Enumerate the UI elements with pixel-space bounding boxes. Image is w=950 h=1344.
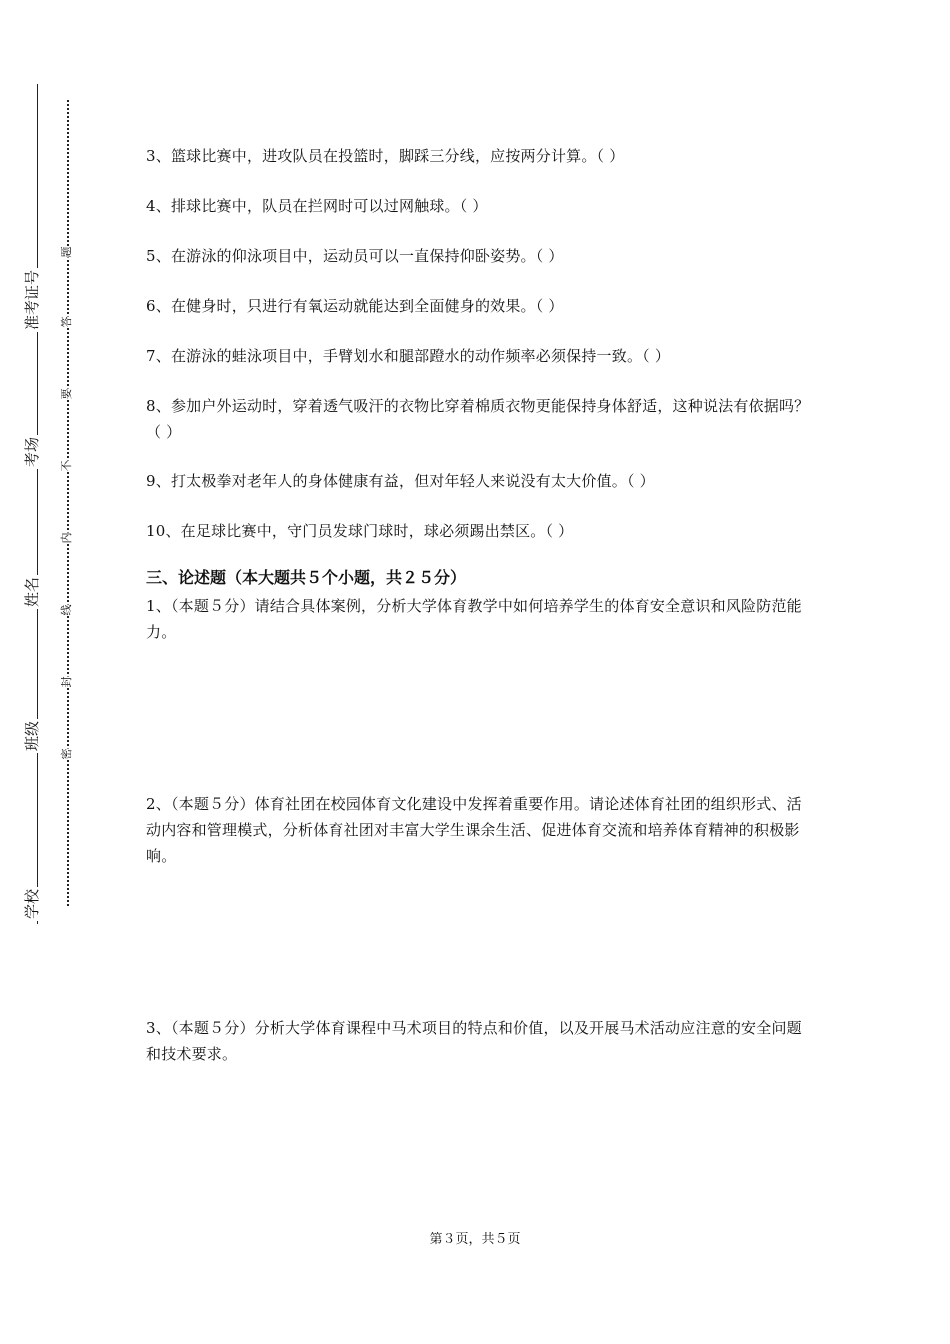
question-8: 8、参加户外运动时，穿着透气吸汗的衣物比穿着棉质衣物更能保持身体舒适，这种说法有依据吗？（ ） bbox=[146, 397, 810, 441]
binding-solid-line bbox=[37, 84, 38, 924]
class-label: 班级 bbox=[23, 720, 41, 752]
essay-question-2: 2、（本题５分）体育社团在校园体育文化建设中发挥着重要作用。请论述体育社团的组织形式、活动内容和管理模式，分析体育社团对丰富大学生课余生活、促进体育交流和培养体育精神的积极影响。 bbox=[146, 795, 802, 865]
essay-question-1: 1、（本题５分）请结合具体案例，分析大学体育教学中如何培养学生的体育安全意识和风险防范能力。 bbox=[146, 597, 802, 641]
seal-char-mi: 密 bbox=[60, 748, 73, 760]
question-10: 10、在足球比赛中，守门员发球门球时，球必须踢出禁区。（ ） bbox=[146, 522, 574, 540]
section-3-title: 三、论述题（本大题共５个小题，共２５分） bbox=[146, 568, 467, 587]
school-label: 学校 bbox=[23, 888, 41, 920]
seal-char-da: 答 bbox=[60, 316, 73, 328]
exam-room-label: 考场 bbox=[23, 436, 41, 468]
seal-char-ti: 题 bbox=[60, 246, 73, 258]
question-6: 6、在健身时，只进行有氧运动就能达到全面健身的效果。（ ） bbox=[146, 297, 564, 315]
seal-dotted-line bbox=[67, 100, 69, 906]
seal-char-nei: 内 bbox=[60, 532, 73, 544]
question-9: 9、打太极拳对老年人的身体健康有益，但对年轻人来说没有太大价值。（ ） bbox=[146, 472, 655, 490]
binding-strip bbox=[0, 0, 120, 1344]
question-3: 3、篮球比赛中，进攻队员在投篮时，脚踩三分线，应按两分计算。（ ） bbox=[146, 147, 625, 165]
exam-id-label: 准考证号 bbox=[23, 269, 41, 331]
seal-char-yao: 要 bbox=[60, 388, 73, 400]
question-5: 5、在游泳的仰泳项目中，运动员可以一直保持仰卧姿势。（ ） bbox=[146, 247, 564, 265]
question-4: 4、排球比赛中，队员在拦网时可以过网触球。（ ） bbox=[146, 197, 488, 215]
seal-char-xian: 线 bbox=[60, 604, 73, 616]
question-7: 7、在游泳的蛙泳项目中，手臂划水和腿部蹬水的动作频率必须保持一致。（ ） bbox=[146, 347, 671, 365]
essay-question-3: 3、（本题５分）分析大学体育课程中马术项目的特点和价值，以及开展马术活动应注意的安全问题和技术要求。 bbox=[146, 1019, 802, 1063]
name-label: 姓名 bbox=[23, 576, 41, 608]
seal-char-bu: 不 bbox=[60, 460, 73, 472]
seal-char-feng: 封 bbox=[60, 676, 73, 688]
page-footer: 第３页，共５页 bbox=[429, 1232, 521, 1247]
